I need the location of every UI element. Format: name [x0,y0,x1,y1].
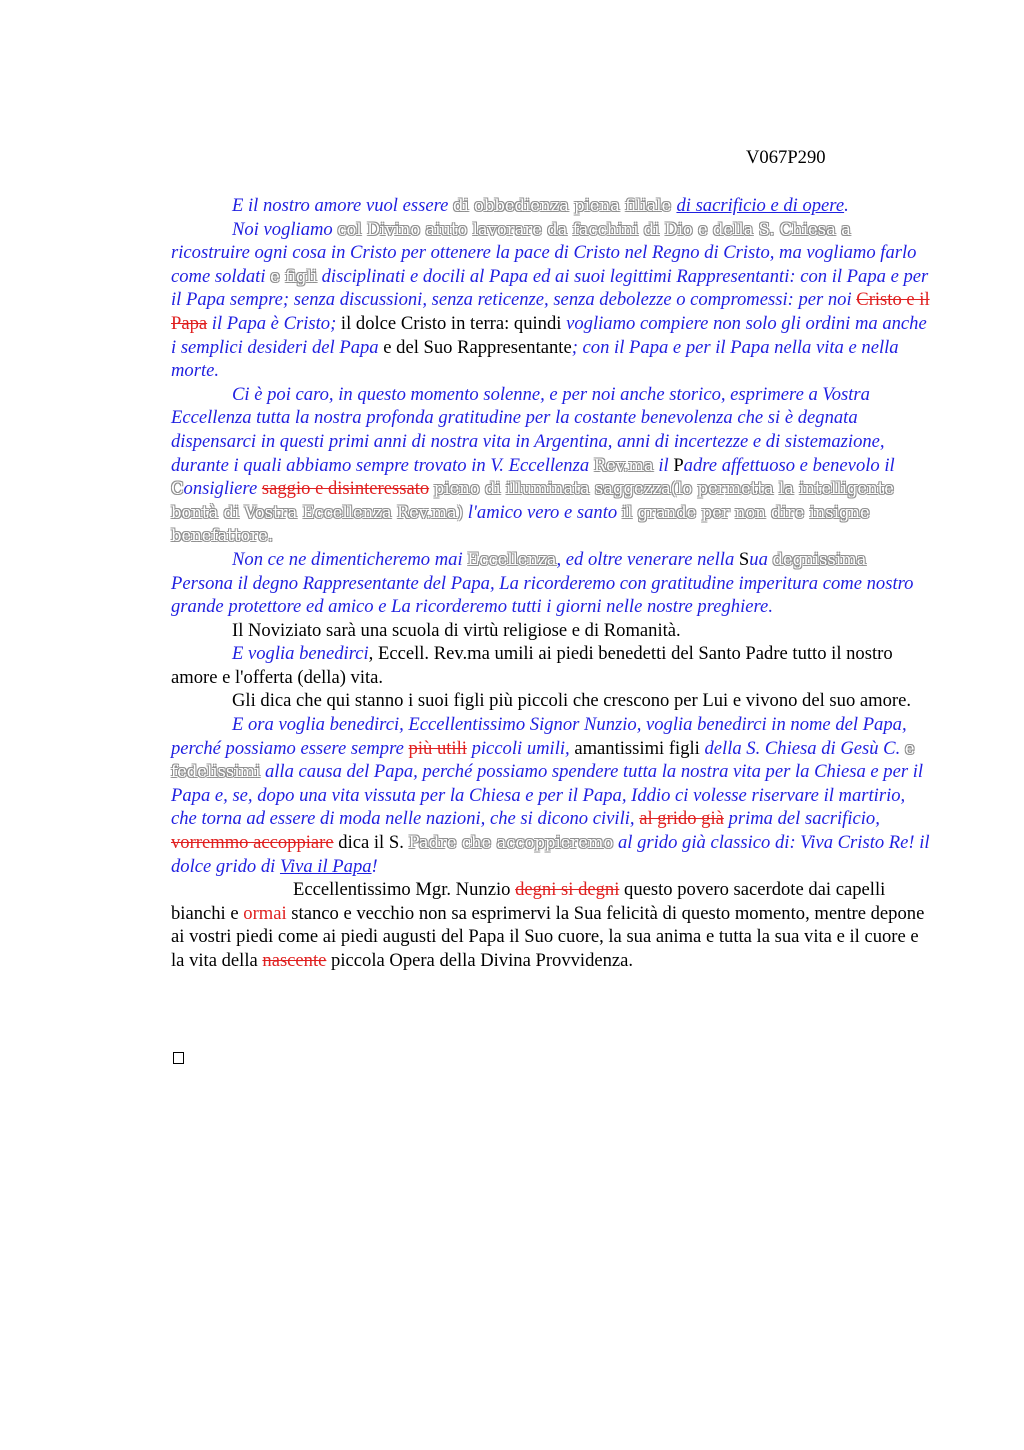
paragraph-serve-pope [171,218,931,383]
struck-text: degni si degni [515,879,620,901]
blue-italic-text: E il nostro amore vuol essere [232,195,454,216]
paragraph-remembrance [171,548,931,619]
plain-text: amantissimi figli [569,737,705,759]
blue-italic-text: ; con il Papa e per il Papa nella vita e nella morte. [171,336,899,382]
plain-text: Eccellentissimo Mgr. Nunzio [293,879,516,901]
blue-italic-text: l'amico vero e santo [463,501,622,523]
struck-text: nascente [262,950,327,971]
blue-italic-text: della S. Chiesa di Gesù C. [704,737,905,759]
blue-italic-text: prima del sacrificio, [723,808,880,830]
red-text: ormai [243,902,287,924]
plain-text: questo povero sacerdote dai capelli bianchi e [171,879,886,924]
paragraph-gratitude [171,383,931,548]
outlined-text: il grande per non dire insigne benefattore. [171,502,870,546]
blue-italic-text: Noi vogliamo [232,218,338,240]
paragraph-little-sons [171,689,931,713]
paragraph-novitiate [171,619,931,643]
blue-italic-text: ricostruire ogni cosa in Cristo per ottenere la pace di Cristo nel Regno di Cristo, ma vogliamo farlo come soldati [171,242,917,287]
end-of-text-box [173,1052,184,1064]
plain-text: , Eccell. Rev.ma umili ai piedi benedetti del Santo Padre tutto il nostro amore e l'offerta (della) vita. [171,643,893,688]
struck-text: saggio e disinteressato [261,478,430,500]
blue-italic-text: . [844,195,849,216]
plain-text: Il Noviziato sarà una scuola di virtù religiose e di Romanità. [232,619,681,641]
outlined-text: Eccellenza [467,549,557,569]
outlined-text: e fedelissimi [171,738,915,782]
blue-italic-text: , ed oltre venerare nella [556,548,739,570]
outlined-text: pieno di illuminata saggezza(lo permetta la intelligente bontà di Vostra Eccellenza Rev.ma) [171,479,894,522]
struck-text: vorremmo accoppiare [171,832,334,854]
page-code: V067P290 [746,147,826,168]
plain-text: Gli dica che qui stanno i suoi figli più piccoli che crescono per Lui e vivono del suo amore. [232,690,912,712]
blue-italic-text: ua [749,548,773,570]
underlined-italic-text: di sacrificio e di opere [676,195,845,216]
paragraph-closing [171,878,931,972]
blue-italic-text: onsigliere [183,478,262,500]
blue-italic-text: piccoli umili, [466,737,570,759]
plain-text: il dolce Cristo in terra: quindi [336,312,567,334]
blue-italic-text: il [653,454,674,476]
blue-italic-text: E voglia benedirci [232,643,369,665]
blue-italic-text: ! [371,855,378,877]
blue-italic-text: vogliamo compiere non solo gli ordini ma anche i semplici desideri del Papa [171,312,927,358]
outlined-text: degnissima [772,549,867,569]
blue-italic-text: Non ce ne dimenticheremo mai [232,548,468,570]
plain-text: stanco e vecchio non sa esprimervi la Sua felicità di questo momento, mentre depone ai vostri piedi come ai piedi augusti del Papa il Suo cuore, la sua anima e tutta la sua vita e il cuore e la vita della [171,902,925,971]
outlined-text: col Divino aiuto lavorare da facchini di Dio e della S. Chiesa a [337,219,851,239]
paragraph-blessing-request [171,642,931,689]
struck-text: più utili [408,737,467,759]
plain-text: e del Suo Rappresentante [378,336,572,358]
underlined-italic-text: Viva il Papa [279,855,372,877]
plain-text: dica il S. [333,832,409,854]
blue-italic-text: Persona il degno Rappresentante del Papa, La ricorderemo con gratitudine imperitura come nostro grande protettore ed amico e La ricorderemo tutti i giorni nelle nostre preghiere. [171,572,914,618]
outlined-text: Padre che accoppieremo [408,833,614,853]
blue-italic-text: alla causa del Papa, perché possiamo spendere tutta la nostra vita per la Chiesa e per il Papa e, se, dopo una vita vissuta per la Chiesa e per il Papa, Iddio ci volesse riservare il martirio, che torna ad essere di moda nelle nazioni, che si dicono civili, [171,761,924,830]
paragraph-martyrdom [171,713,931,878]
blue-italic-text: E ora voglia benedirci, Eccellentissimo Signor Nunzio, voglia benedirci in nome del Papa, perché possiamo essere sempre [171,714,907,759]
blue-italic-text: disciplinati e docili al Papa ed ai suoi legittimi Rappresentanti: con il Papa e per il Papa sempre; senza discussioni, senza reticenze, senza debolezze o compromessi: per noi [171,265,929,311]
outlined-text: Rev.ma [593,455,654,475]
letter-body [171,194,931,973]
paragraph-love-obedience [171,194,931,218]
plain-text: S [738,548,750,570]
outlined-text: e figli [270,266,317,286]
blue-italic-text: il Papa è Cristo; [207,312,337,334]
blue-italic-text: Ci è poi caro, in questo momento solenne, e per noi anche storico, esprimere a Vostra Eccellenza tutta la nostra profonda gratitudine per la costante benevolenza che si è degnata dispensarci in questi primi anni di nostra vita in Argentina, anni di incertezze e di sistemazione, durante i quali abbiamo sempre trovato in V. Eccellenza [171,383,885,476]
struck-text: al grido già [639,808,724,830]
plain-text: P [673,454,684,476]
struck-text: Cristo e il Papa [171,289,930,334]
blue-italic-text: al grido già classico di: Viva Cristo Re! il dolce grido di [171,832,930,877]
outlined-text: C [171,479,184,499]
plain-text: piccola Opera della Divina Provvidenza. [326,950,634,971]
outlined-text: di obbedienza piena filiale [453,196,677,215]
blue-italic-text: adre affettuoso e benevolo il [683,454,895,476]
